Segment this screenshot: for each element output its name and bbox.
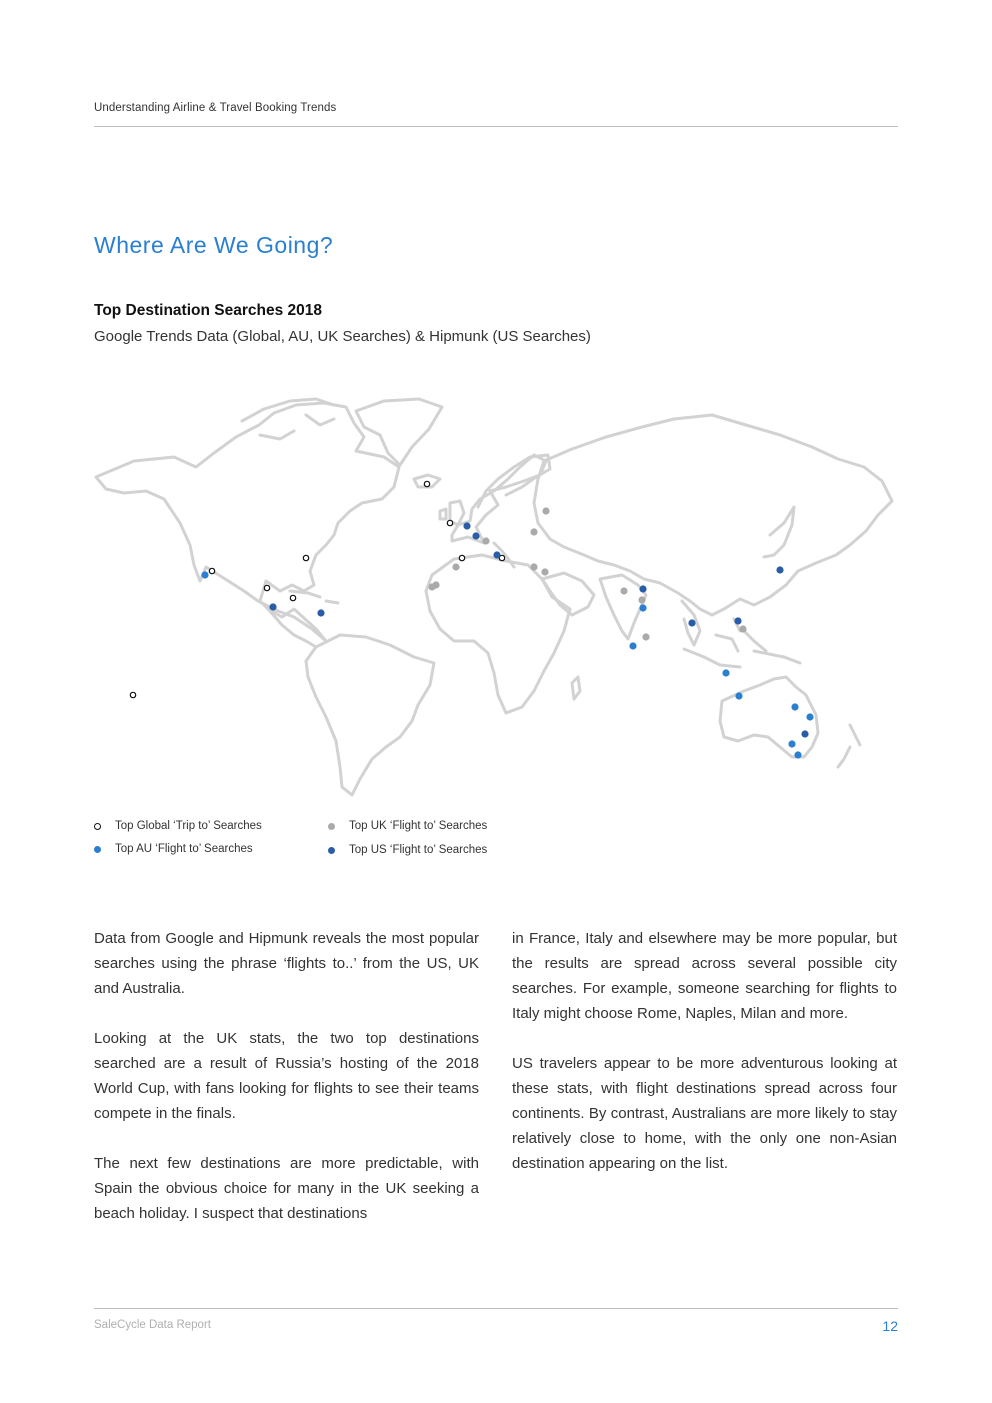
legend-label-global: Top Global ‘Trip to’ Searches	[115, 820, 262, 832]
land-outlines	[96, 399, 892, 795]
marker-us	[269, 603, 276, 610]
marker-us	[734, 617, 741, 624]
legend-label-us: Top US ‘Flight to’ Searches	[349, 844, 488, 856]
body-paragraph: Data from Google and Hipmunk reveals the most popular searches using the phrase ‘flights to..’ from the US, UK and Australia.	[94, 930, 479, 997]
landmass-asia	[534, 415, 892, 615]
marker-au	[629, 642, 636, 649]
marker-uk	[739, 625, 746, 632]
marker-global	[290, 595, 295, 600]
legend-marker-au	[94, 846, 101, 853]
marker-us	[472, 532, 479, 539]
footer-divider	[94, 1308, 898, 1309]
marker-au	[791, 703, 798, 710]
body-paragraph: in France, Italy and elsewhere may be more popular, but the results are spread across several possible city searches. For example, someone searching for flights to Italy might choose Rome, Naples, Milan and more.	[512, 930, 897, 1022]
marker-uk	[428, 583, 435, 590]
legend-item-us	[328, 844, 487, 856]
marker-us	[639, 585, 646, 592]
running-header-title: Understanding Airline & Travel Booking Trends	[94, 102, 337, 114]
marker-us	[493, 551, 500, 558]
body-paragraph: US travelers appear to be more adventurous looking at these stats, with flight destinations spread across four continents. By contrast, Australians are more likely to stay relatively close to home, with the only one non-Asian destination appearing on the list.	[512, 1055, 897, 1172]
landmass-caribbean	[290, 591, 338, 603]
footer-brand: SaleCycle Data Report	[94, 1319, 211, 1331]
marker-au	[735, 692, 742, 699]
marker-uk	[620, 587, 627, 594]
marker-uk	[638, 596, 645, 603]
legend-item-uk	[328, 820, 487, 832]
marker-us	[317, 609, 324, 616]
landmass-india	[600, 575, 646, 639]
marker-global	[130, 692, 135, 697]
marker-au	[794, 751, 801, 758]
marker-uk	[541, 568, 548, 575]
legend-label-au: Top AU ‘Flight to’ Searches	[115, 843, 253, 855]
body-paragraph: Looking at the UK stats, the two top destinations searched are a result of Russia’s hosting of the 2018 World Cup, with fans looking for flights to see their teams compete in the finals.	[94, 1030, 479, 1122]
legend-item-global	[94, 820, 262, 832]
marker-global	[447, 520, 452, 525]
world-map	[94, 395, 898, 800]
body-column-right	[512, 926, 897, 1201]
landmass-madagascar	[572, 677, 580, 699]
body-column-left	[94, 926, 479, 1251]
figure-subtitle: Google Trends Data (Global, AU, UK Searches) & Hipmunk (US Searches)	[94, 328, 591, 345]
marker-au	[639, 604, 646, 611]
destination-markers	[130, 481, 813, 758]
landmass-scandinavia	[478, 455, 550, 507]
marker-global	[424, 481, 429, 486]
body-paragraph: The next few destinations are more predictable, with Spain the obvious choice for many in the UK seeking a beach holiday. I suspect that destinations	[94, 1155, 479, 1222]
marker-au	[806, 713, 813, 720]
marker-au	[788, 740, 795, 747]
legend-marker-us	[328, 847, 335, 854]
marker-uk	[482, 537, 489, 544]
legend-marker-uk	[328, 823, 335, 830]
landmass-south-america	[306, 635, 434, 795]
marker-global	[264, 585, 269, 590]
marker-us	[801, 730, 808, 737]
marker-uk	[642, 633, 649, 640]
landmass-japan	[764, 507, 794, 557]
marker-us	[463, 522, 470, 529]
marker-us	[688, 619, 695, 626]
marker-global	[303, 555, 308, 560]
legend-item-au	[94, 843, 253, 855]
legend-marker-global	[94, 823, 101, 830]
marker-global	[209, 568, 214, 573]
marker-global	[459, 555, 464, 560]
header-divider	[94, 126, 898, 127]
landmass-new-zealand	[838, 725, 860, 767]
figure-title: Top Destination Searches 2018	[94, 302, 322, 319]
landmass-arctic-islands	[242, 399, 334, 439]
landmass-australia	[720, 677, 818, 757]
marker-au	[722, 669, 729, 676]
marker-uk	[452, 563, 459, 570]
marker-us	[776, 566, 783, 573]
landmass-north-america	[96, 403, 399, 641]
map-legend	[94, 818, 594, 864]
world-map-svg	[94, 395, 898, 800]
page-number: 12	[882, 1318, 898, 1334]
marker-au	[201, 571, 208, 578]
legend-label-uk: Top UK ‘Flight to’ Searches	[349, 820, 488, 832]
marker-uk	[542, 507, 549, 514]
marker-uk	[530, 563, 537, 570]
page-title: Where Are We Going?	[94, 232, 334, 258]
marker-uk	[530, 528, 537, 535]
